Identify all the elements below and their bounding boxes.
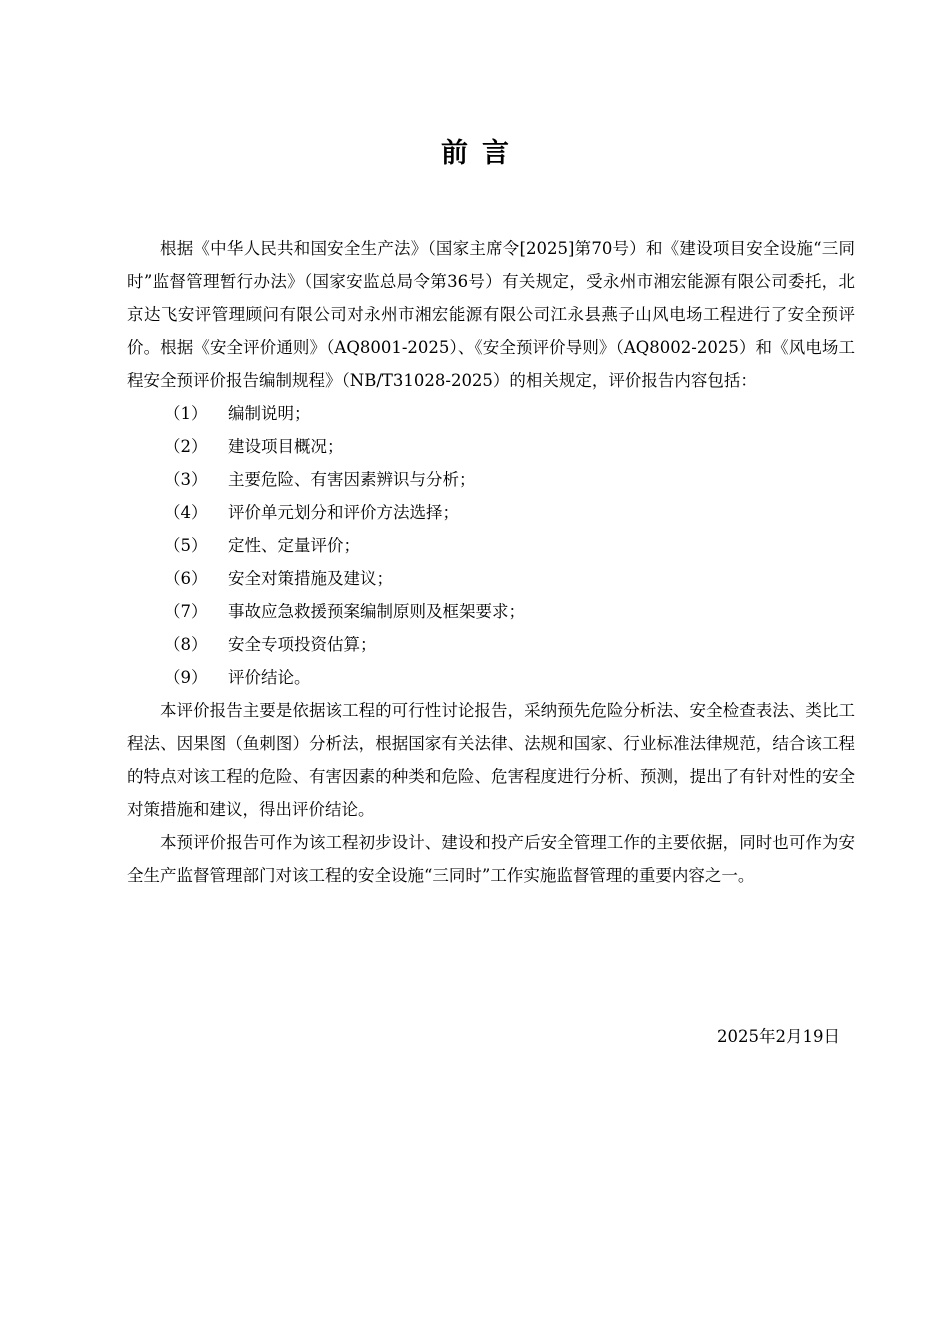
method-paragraph: 本评价报告主要是依据该工程的可行性讨论报告，采纳预先危险分析法、安全检查表法、类比工程法、因果图（鱼刺图）分析法，根据国家有关法律、法规和国家、行业标准法律规范，结合该工程的特点对该工程的危险、有害因素的种类和危险、危害程度进行分析、预测，提出了有针对性的安全对策措施和建议，得出评价结论。 [127, 701, 855, 819]
list-item [127, 661, 855, 694]
list-item-text: 建设项目概况； [228, 437, 344, 456]
list-item [127, 397, 855, 430]
list-item-number: （2） [164, 437, 208, 456]
list-item [127, 430, 855, 463]
list-item [127, 529, 855, 562]
contents-list [127, 397, 855, 694]
list-item-text: 编制说明； [228, 404, 311, 423]
list-item-text: 主要危险、有害因素辨识与分析； [228, 470, 476, 489]
list-item-text: 安全专项投资估算； [228, 635, 377, 654]
document-body [127, 232, 855, 892]
list-item-text: 事故应急救援预案编制原则及框架要求； [228, 602, 525, 621]
list-item-number: （8） [164, 635, 208, 654]
purpose-paragraph: 本预评价报告可作为该工程初步设计、建设和投产后安全管理工作的主要依据，同时也可作为安全生产监督管理部门对该工程的安全设施“三同时”工作实施监督管理的重要内容之一。 [127, 833, 855, 885]
list-item [127, 628, 855, 661]
list-item [127, 562, 855, 595]
list-item [127, 595, 855, 628]
list-item-number: （9） [164, 668, 208, 687]
list-item-number: （6） [164, 569, 208, 588]
intro-paragraph: 根据《中华人民共和国安全生产法》（国家主席令[2025]第70号）和《建设项目安全设施“三同时”监督管理暂行办法》（国家安监总局令第36号）有关规定，受永州市湘宏能源有限公司委托，北京达飞安评管理顾问有限公司对永州市湘宏能源有限公司江永县燕子山风电场工程进行了安全预评价。根据《安全评价通则》（AQ8001-2025）、《安全预评价导则》（AQ8002-2025）和《风电场工程安全预评价报告编制规程》（NB/T31028-2025）的相关规定，评价报告内容包括： [127, 239, 855, 390]
list-item-number: （1） [164, 404, 208, 423]
list-item-text: 评价结论。 [228, 668, 311, 687]
list-item [127, 463, 855, 496]
list-item [127, 496, 855, 529]
list-item-text: 评价单元划分和评价方法选择； [228, 503, 459, 522]
list-item-text: 安全对策措施及建议； [228, 569, 393, 588]
page-title: 前言 [441, 138, 523, 169]
list-item-text: 定性、定量评价； [228, 536, 360, 555]
document-date: 2025年2月19日 [717, 1027, 840, 1046]
list-item-number: （5） [164, 536, 208, 555]
list-item-number: （3） [164, 470, 208, 489]
list-item-number: （4） [164, 503, 208, 522]
list-item-number: （7） [164, 602, 208, 621]
